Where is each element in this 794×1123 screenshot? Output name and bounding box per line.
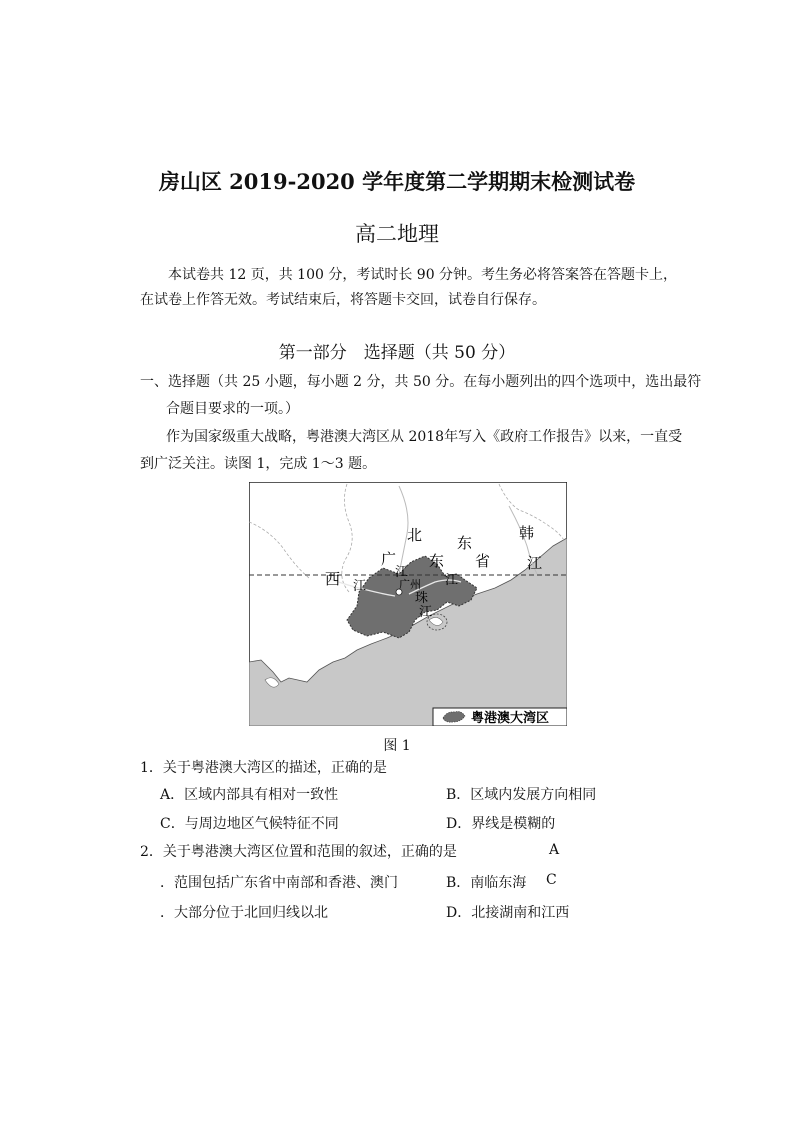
question-2-side-c: C (546, 872, 557, 888)
passage-line-2: 到广泛关注。读图 1，完成 1～3 题。 (140, 456, 377, 472)
map-label-han-jiang: 江 (527, 554, 543, 572)
instructions-line-2: 在试卷上作答无效。考试结束后，将答题卡交回，试卷自行保存。 (140, 292, 546, 308)
map-label-north: 北 (407, 526, 423, 544)
map-label-dong: 东 (429, 552, 445, 570)
question-1-option-a: A．区域内部具有相对一致性 (160, 787, 339, 803)
passage-line-1: 作为国家级重大战略，粤港澳大湾区从 2018年写入《政府工作报告》以来，一直受 (166, 429, 683, 445)
map-label-xi-jiang: 江 (353, 579, 367, 594)
map-label-han: 韩 (519, 524, 535, 542)
map-legend-label: 粤港澳大湾区 (471, 711, 550, 726)
map-label-xi: 西 (325, 570, 341, 588)
section1-line-2: 合题目要求的一项。） (166, 401, 299, 417)
question-2-option-c: ．大部分位于北回归线以北 (160, 905, 328, 921)
map-label-dong-jiang: 江 (445, 573, 459, 588)
map-label-province: 省 (475, 552, 491, 570)
map-label-guangzhou: 广州 (399, 578, 421, 591)
part1-heading: 第一部分 选择题（共 50 分） (278, 343, 516, 363)
question-1-option-c: C．与周边地区气候特征不同 (160, 816, 339, 832)
map-label-east: 东 (457, 534, 473, 552)
map-label-guang-jiang: 江 (395, 565, 409, 580)
figure-caption: 图 1 (383, 738, 411, 754)
question-1-option-b: B．区域内发展方向相同 (446, 787, 597, 803)
question-2-option-b: B．南临东海 (446, 875, 527, 891)
question-1-stem: 1．关于粤港澳大湾区的描述，正确的是 (140, 760, 387, 776)
exam-title: 房山区 2019-2020 学年度第二学期期末检测试卷 (158, 169, 636, 194)
map-label-zhu-jiang: 江 (419, 605, 433, 620)
question-2-side-a: A (549, 842, 560, 858)
instructions-line-1: 本试卷共 12 页，共 100 分，考试时长 90 分钟。考生务必将答案答在答题卡上， (168, 267, 678, 283)
map-svg (249, 482, 567, 726)
map-label-guang: 广 (381, 550, 397, 568)
map-label-zhu: 珠 (415, 591, 429, 606)
section1-line-1: 一、选择题（共 25 小题，每小题 2 分，共 50 分。在每小题列出的四个选项中，选出最符 (140, 374, 702, 390)
question-1-option-d: D．界线是模糊的 (446, 816, 556, 832)
question-2-stem: 2．关于粤港澳大湾区位置和范围的叙述，正确的是 (140, 844, 457, 860)
exam-subject: 高二地理 (355, 222, 439, 246)
bay-area-map (249, 482, 567, 726)
question-2-option-a: ．范围包括广东省中南部和香港、澳门 (160, 875, 398, 891)
question-2-option-d: D．北接湖南和江西 (446, 905, 570, 921)
